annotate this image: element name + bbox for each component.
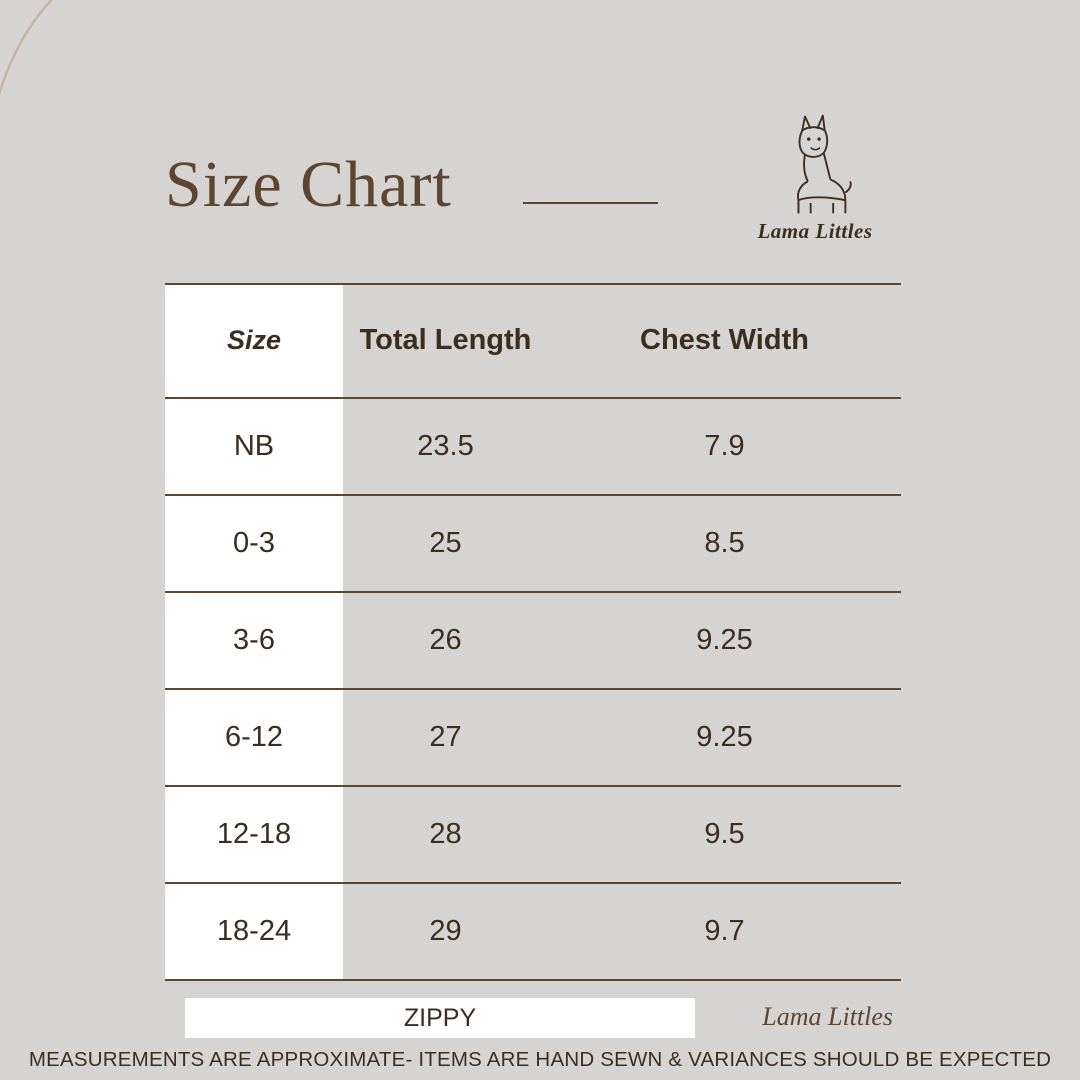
brand-name: Lama Littles [757,219,873,243]
cell-total-length: 29 [343,883,548,980]
table-row [165,786,901,883]
brand-logo [725,110,905,244]
table-header-row [165,284,901,398]
table-row [165,495,901,592]
cell-total-length: 28 [343,786,548,883]
llama-icon [759,110,872,218]
cell-size: 12-18 [165,786,343,883]
column-header-chest-width: Chest Width [548,284,901,398]
cell-chest-width: 9.25 [548,592,901,689]
column-header-size: Size [165,284,343,398]
column-header-total-length: Total Length [343,284,548,398]
disclaimer-text: MEASUREMENTS ARE APPROXIMATE- ITEMS ARE HAND SEWN & VARIANCES SHOULD BE EXPECTED [28,1048,1052,1071]
size-chart-table [165,283,901,981]
page-title: Size Chart [165,148,452,221]
product-name-badge: ZIPPY [185,998,695,1038]
table-row [165,689,901,786]
cell-chest-width: 8.5 [548,495,901,592]
cell-size: 0-3 [165,495,343,592]
cell-chest-width: 7.9 [548,398,901,495]
table-row [165,592,901,689]
cell-size: 3-6 [165,592,343,689]
cell-total-length: 23.5 [343,398,548,495]
cell-chest-width: 9.5 [548,786,901,883]
table-row [165,883,901,980]
footer [165,998,901,1040]
title-rule [523,202,658,204]
cell-size: 6-12 [165,689,343,786]
cell-size: NB [165,398,343,495]
cell-total-length: 27 [343,689,548,786]
cell-chest-width: 9.25 [548,689,901,786]
cell-size: 18-24 [165,883,343,980]
table-row [165,398,901,495]
cell-chest-width: 9.7 [548,883,901,980]
cell-total-length: 25 [343,495,548,592]
header [165,110,905,270]
cell-total-length: 26 [343,592,548,689]
footer-brand: Lama Littles [762,1002,893,1031]
